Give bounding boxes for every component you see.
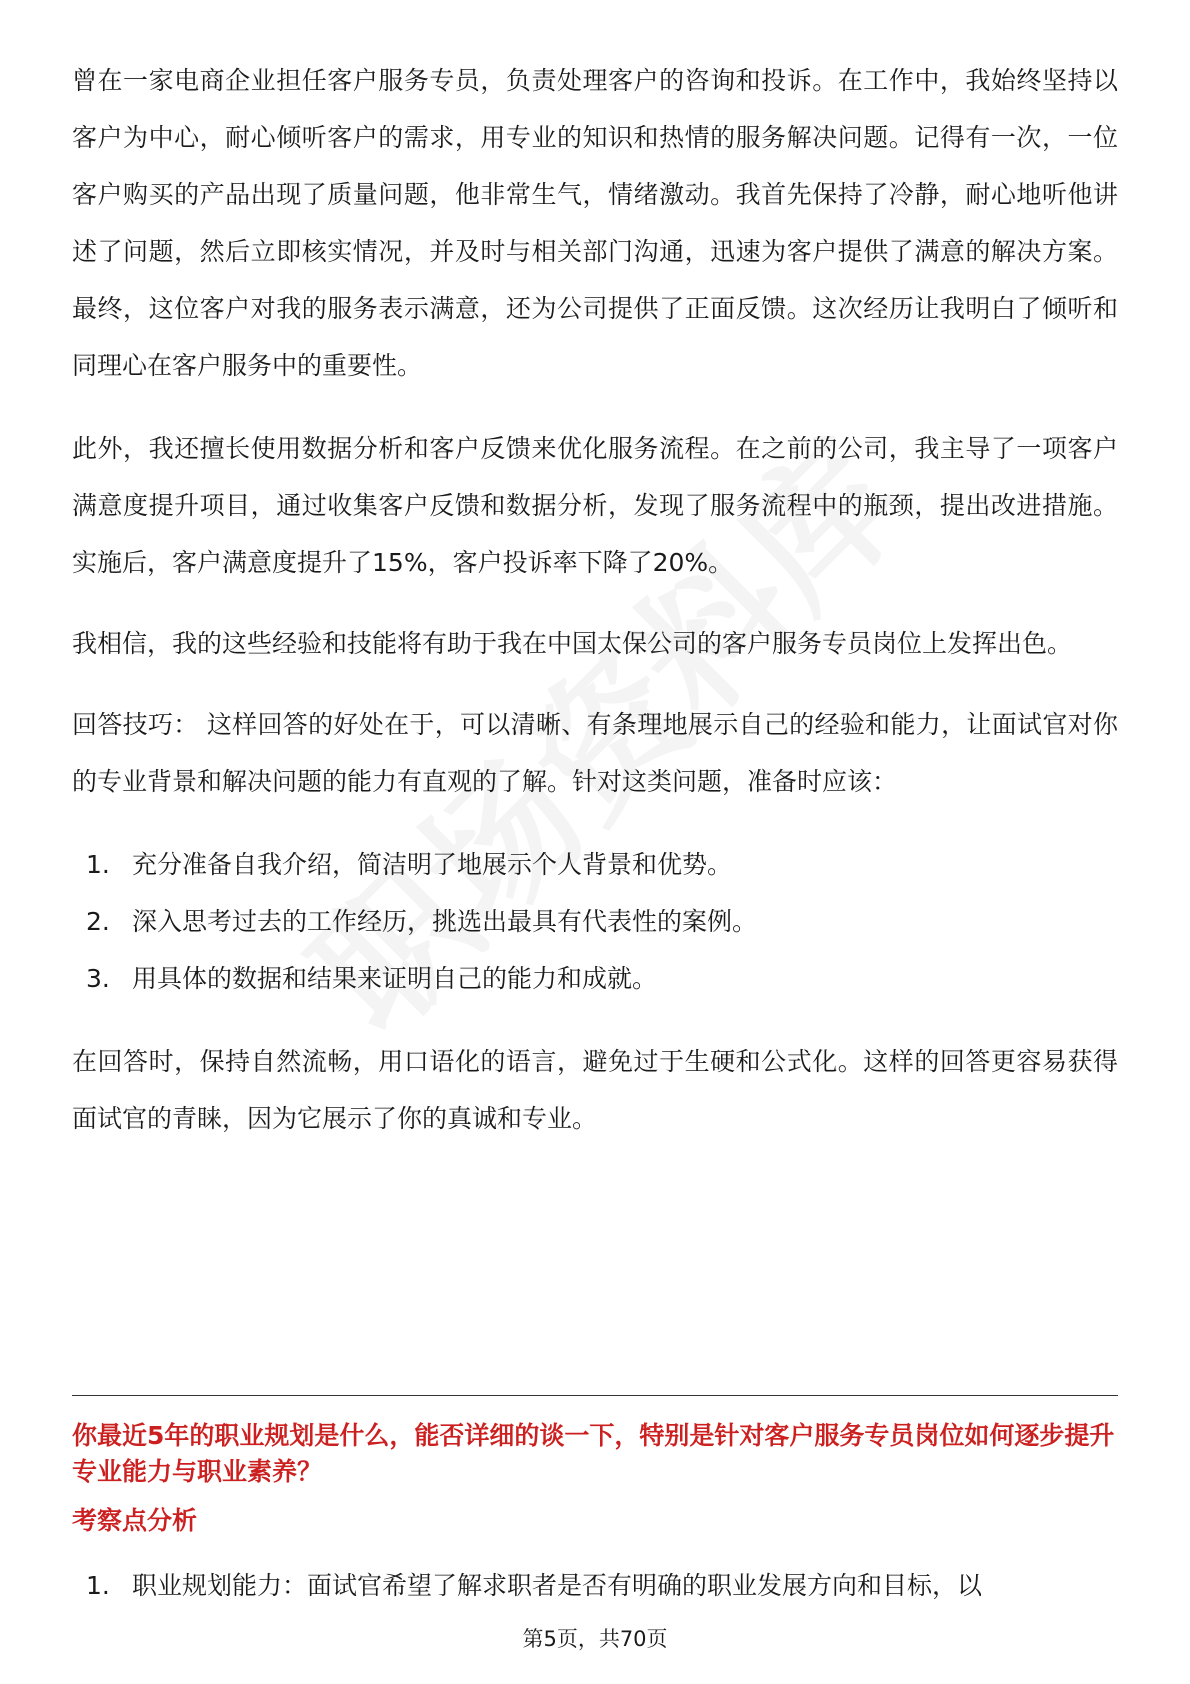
list-item-number: 1. [86, 850, 110, 879]
paragraph-answer-tips: 回答技巧： 这样回答的好处在于，可以清晰、有条理地展示自己的经验和能力，让面试官对你的专业背景和解决问题的能力有直观的了解。针对这类问题，准备时应该： [72, 710, 1118, 796]
document-body [72, 52, 1118, 1147]
tips-list [72, 836, 1118, 1007]
list-item-text: 充分准备自我介绍，简洁明了地展示个人背景和优势。 [132, 850, 733, 879]
question-heading: 你最近5年的职业规划是什么，能否详细的谈一下，特别是针对客户服务专员岗位如何逐步提升专业能力与职业素养？ [72, 1421, 1115, 1486]
list-item-number: 1. [86, 1571, 110, 1600]
section-divider [72, 1395, 1118, 1396]
paragraph-data-analysis: 此外，我还擅长使用数据分析和客户反馈来优化服务流程。在之前的公司，我主导了一项客户满意度提升项目，通过收集客户反馈和数据分析，发现了服务流程中的瓶颈，提出改进措施。实施后，客户满意度提升了15%，客户投诉率下降了20%。 [72, 434, 1118, 577]
list-item-text: 深入思考过去的工作经历，挑选出最具有代表性的案例。 [132, 907, 758, 936]
list-item-number: 3. [86, 964, 110, 993]
list-item-number: 2. [86, 907, 110, 936]
list-item-text: 用具体的数据和结果来证明自己的能力和成就。 [132, 964, 658, 993]
analysis-heading: 考察点分析 [72, 1506, 198, 1535]
list-item-text: 职业规划能力：面试官希望了解求职者是否有明确的职业发展方向和目标，以 [132, 1571, 983, 1600]
paragraph-conclusion: 我相信，我的这些经验和技能将有助于我在中国太保公司的客户服务专员岗位上发挥出色。 [72, 629, 1073, 658]
page-number-footer: 第5页，共70页 [522, 1627, 668, 1651]
list-item [72, 836, 1118, 893]
list-item [72, 950, 1118, 1007]
paragraph-experience: 曾在一家电商企业担任客户服务专员，负责处理客户的咨询和投诉。在工作中，我始终坚持以客户为中心，耐心倾听客户的需求，用专业的知识和热情的服务解决问题。记得有一次，一位客户购买的产品出现了质量问题，他非常生气，情绪激动。我首先保持了冷静，耐心地听他讲述了问题，然后立即核实情况，并及时与相关部门沟通，迅速为客户提供了满意的解决方案。最终，这位客户对我的服务表示满意，还为公司提供了正面反馈。这次经历让我明白了倾听和同理心在客户服务中的重要性。 [72, 66, 1118, 380]
paragraph-closing-advice: 在回答时，保持自然流畅，用口语化的语言，避免过于生硬和公式化。这样的回答更容易获得面试官的青睐，因为它展示了你的真诚和专业。 [72, 1047, 1118, 1133]
list-item [72, 1568, 1118, 1604]
list-item [72, 893, 1118, 950]
